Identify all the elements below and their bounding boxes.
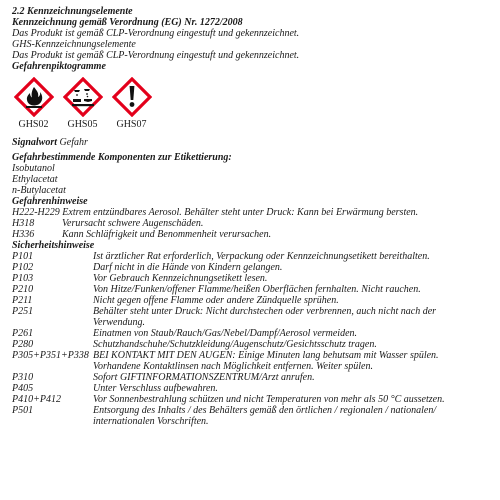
- hazard-text: Extrem entzündbares Aerosol. Behälter steht unter Druck: Kann bei Erwärmung bersten.: [62, 207, 419, 218]
- precaution-code: P211: [12, 295, 33, 306]
- precaution-text: Sofort GIFTINFORMATIONSZENTRUM/Arzt anrufen.: [93, 372, 315, 383]
- precaution-text: Behälter steht unter Druck: Nicht durchstechen oder verbrennen, auch nicht nach der Verwendung.: [93, 306, 437, 328]
- signal-word: [12, 137, 488, 148]
- precaution-statement: [12, 284, 488, 295]
- precaution-statement: [12, 383, 488, 394]
- precaution-code: P251: [12, 306, 34, 317]
- hazard-code: H336: [12, 229, 35, 240]
- precaution-statement: [12, 394, 488, 405]
- precaution-text: Von Hitze/Funken/offener Flamme/heißen Oberflächen fernhalten. Nicht rauchen.: [93, 284, 421, 295]
- signal-word-value: Gefahr: [59, 137, 88, 148]
- precaution-code: P280: [12, 339, 34, 350]
- precaution-code: P405: [12, 383, 34, 394]
- hazard-statement: [12, 229, 488, 240]
- pictogram-row: [12, 77, 488, 130]
- precaution-text: Entsorgung des Inhalts / des Behälters gemäß den örtlichen / regionalen / nationalen/ internationalen Vorschriften.: [93, 405, 437, 427]
- precaution-code: P261: [12, 328, 34, 339]
- precaution-code: P101: [12, 251, 34, 262]
- precaution-text: Vor Gebrauch Kennzeichnungsetikett lesen.: [93, 273, 268, 284]
- precaution-text: Einatmen von Staub/Rauch/Gas/Nebel/Dampf/Aerosol vermeiden.: [93, 328, 358, 339]
- component-item: n-Butylacetat: [12, 185, 66, 196]
- signal-word-label: Signalwort: [12, 137, 58, 148]
- precaution-statement: [12, 262, 488, 273]
- precaution-statement: [12, 273, 488, 284]
- precaution-code: P103: [12, 273, 34, 284]
- precaution-text: BEI KONTAKT MIT DEN AUGEN: Einige Minuten lang behutsam mit Wasser spülen. Vorhandene Kontaktlinsen nach Möglichkeit entfernen. Weiter spülen.: [93, 350, 439, 372]
- precaution-text: Nicht gegen offene Flamme oder andere Zündquelle sprühen.: [93, 295, 339, 306]
- hazard-heading: Gefahrenhinweise: [12, 196, 88, 207]
- precaution-statement: [12, 405, 488, 427]
- component-item: Isobutanol: [12, 163, 55, 174]
- precaution-statement: [12, 251, 488, 262]
- hazard-text: Verursacht schwere Augenschäden.: [62, 218, 204, 229]
- precaution-code: P305+P351+P338: [12, 350, 89, 361]
- precaution-code: P501: [12, 405, 34, 416]
- pictogram-label: GHS05: [67, 119, 98, 130]
- clp-statement-2: Das Produkt ist gemäß CLP-Verordnung eingestuft und gekennzeichnet.: [12, 50, 300, 61]
- precaution-code: P410+P412: [12, 394, 61, 405]
- components-heading: Gefahrbestimmende Komponenten zur Etikettierung:: [12, 152, 232, 163]
- precaution-text: Darf nicht in die Hände von Kindern gelangen.: [93, 262, 283, 273]
- precaution-code: P310: [12, 372, 34, 383]
- precaution-statement: [12, 306, 488, 328]
- precaution-statement: [12, 350, 488, 372]
- precaution-text: Ist ärztlicher Rat erforderlich, Verpackung oder Kennzeichnungsetikett bereithalten.: [93, 251, 430, 262]
- flame-icon: [14, 77, 54, 117]
- section-heading: 2.2 Kennzeichnungselemente: [12, 6, 133, 17]
- precaution-statement: [12, 295, 488, 306]
- pictogram-label: GHS02: [18, 119, 49, 130]
- precaution-statement: [12, 372, 488, 383]
- pictogram-ghs07: [110, 77, 153, 130]
- hazard-code: H222-H229: [12, 207, 60, 218]
- hazard-text: Kann Schläfrigkeit und Benommenheit verursachen.: [62, 229, 272, 240]
- corrosion-icon: [63, 77, 103, 117]
- precaution-text: Vor Sonnenbestrahlung schützen und nicht Temperaturen von mehr als 50 °C aussetzen.: [93, 394, 445, 405]
- precaution-text: Schutzhandschuhe/Schutzkleidung/Augenschutz/Gesichtsschutz tragen.: [93, 339, 377, 350]
- pictograms-heading: Gefahrenpiktogramme: [12, 61, 106, 72]
- section-subheading: Kennzeichnung gemäß Verordnung (EG) Nr. 1272/2008: [12, 17, 243, 28]
- hazard-code: H318: [12, 218, 35, 229]
- exclamation-icon: [112, 77, 152, 117]
- pictogram-label: GHS07: [116, 119, 147, 130]
- pictogram-ghs02: [12, 77, 55, 130]
- hazard-statement: [12, 218, 488, 229]
- hazard-statement: [12, 207, 488, 218]
- ghs-elements-label: GHS-Kennzeichnungselemente: [12, 39, 136, 50]
- precaution-statement: [12, 339, 488, 350]
- precaution-text: Unter Verschluss aufbewahren.: [93, 383, 218, 394]
- precaution-code: P102: [12, 262, 34, 273]
- precaution-code: P210: [12, 284, 34, 295]
- precaution-statement: [12, 328, 488, 339]
- clp-statement-1: Das Produkt ist gemäß CLP-Verordnung eingestuft und gekennzeichnet.: [12, 28, 300, 39]
- component-item: Ethylacetat: [12, 174, 58, 185]
- precaution-heading: Sicherheitshinweise: [12, 240, 95, 251]
- pictogram-ghs05: [61, 77, 104, 130]
